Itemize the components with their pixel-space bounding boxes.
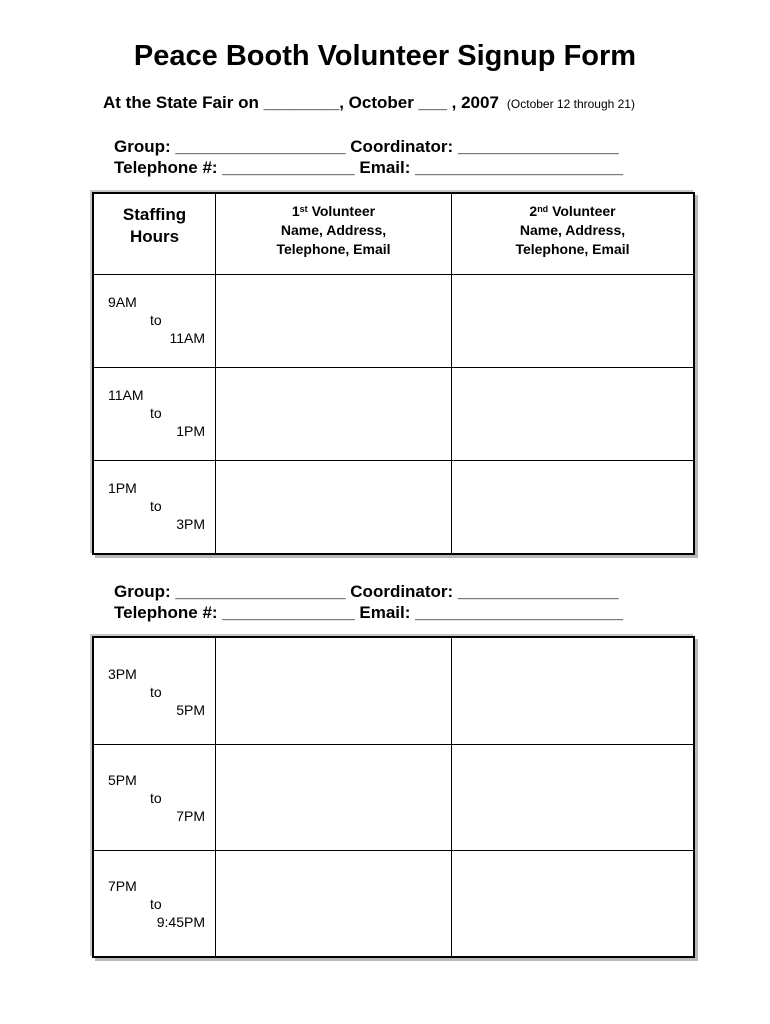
header-hours-label: Hours xyxy=(129,227,180,246)
slot-start: 5PM xyxy=(108,772,137,788)
telephone-email-line-1: Telephone #: ______________ Email: ______________________ xyxy=(114,158,624,177)
header-second-volunteer xyxy=(452,194,693,275)
slot-end: 3PM xyxy=(176,516,205,532)
first-volunteer-entry-cell[interactable] xyxy=(216,275,452,368)
telephone-email-line-2: Telephone #: ______________ Email: ______________________ xyxy=(114,603,624,622)
slot-to: to xyxy=(150,498,162,514)
slot-to: to xyxy=(150,312,162,328)
header-staffing-label: Staffing xyxy=(122,205,187,224)
header-first-volunteer-details-1: Name, Address, xyxy=(280,222,387,238)
header-second-volunteer-number: 2 xyxy=(529,203,538,219)
first-volunteer-entry-cell[interactable] xyxy=(216,745,452,851)
slot-start: 1PM xyxy=(108,480,137,496)
second-volunteer-entry-cell[interactable] xyxy=(452,638,693,745)
slot-start: 9AM xyxy=(108,294,137,310)
slot-to: to xyxy=(150,405,162,421)
time-slot-cell xyxy=(94,745,216,851)
header-first-volunteer-title: Volunteer xyxy=(307,203,376,219)
slot-to: to xyxy=(150,896,162,912)
header-first-volunteer xyxy=(216,194,452,275)
slot-to: to xyxy=(150,684,162,700)
time-slot-cell xyxy=(94,461,216,553)
schedule-table-1 xyxy=(92,192,695,555)
second-volunteer-entry-cell[interactable] xyxy=(452,368,693,461)
second-volunteer-entry-cell[interactable] xyxy=(452,745,693,851)
group-coordinator-line-1: Group: __________________ Coordinator: _________________ xyxy=(114,137,619,156)
slot-end: 11AM xyxy=(169,330,205,346)
slot-to: to xyxy=(150,790,162,806)
first-volunteer-entry-cell[interactable] xyxy=(216,368,452,461)
header-first-volunteer-details-2: Telephone, Email xyxy=(276,241,391,257)
slot-start: 7PM xyxy=(108,878,137,894)
header-second-volunteer-title: Volunteer xyxy=(548,203,616,219)
first-volunteer-entry-cell[interactable] xyxy=(216,851,452,956)
first-volunteer-entry-cell[interactable] xyxy=(216,461,452,553)
time-slot-cell xyxy=(94,275,216,368)
header-first-volunteer-number: 1 xyxy=(291,203,300,219)
header-staffing-hours xyxy=(94,194,216,275)
header-second-volunteer-details-1: Name, Address, xyxy=(519,222,626,238)
second-volunteer-entry-cell[interactable] xyxy=(452,851,693,956)
header-first-volunteer-ordinal: st xyxy=(299,204,308,214)
second-volunteer-entry-cell[interactable] xyxy=(452,461,693,553)
second-volunteer-entry-cell[interactable] xyxy=(452,275,693,368)
slot-end: 1PM xyxy=(176,423,205,439)
slot-end: 9:45PM xyxy=(156,914,205,930)
schedule-table-2 xyxy=(92,636,695,958)
group-coordinator-line-2: Group: __________________ Coordinator: _________________ xyxy=(114,582,619,601)
slot-start: 11AM xyxy=(108,387,144,403)
slot-end: 5PM xyxy=(176,702,205,718)
slot-end: 7PM xyxy=(176,808,205,824)
time-slot-cell xyxy=(94,368,216,461)
fair-date-text: At the State Fair on ________, October ___ , 2007 xyxy=(103,93,499,112)
page-title: Peace Booth Volunteer Signup Form xyxy=(133,40,637,72)
slot-start: 3PM xyxy=(108,666,137,682)
fair-date-note: (October 12 through 21) xyxy=(506,97,635,111)
first-volunteer-entry-cell[interactable] xyxy=(216,638,452,745)
time-slot-cell xyxy=(94,638,216,745)
fair-date-line xyxy=(103,93,635,113)
header-second-volunteer-ordinal: nd xyxy=(537,204,549,214)
header-second-volunteer-details-2: Telephone, Email xyxy=(515,241,630,257)
time-slot-cell xyxy=(94,851,216,956)
